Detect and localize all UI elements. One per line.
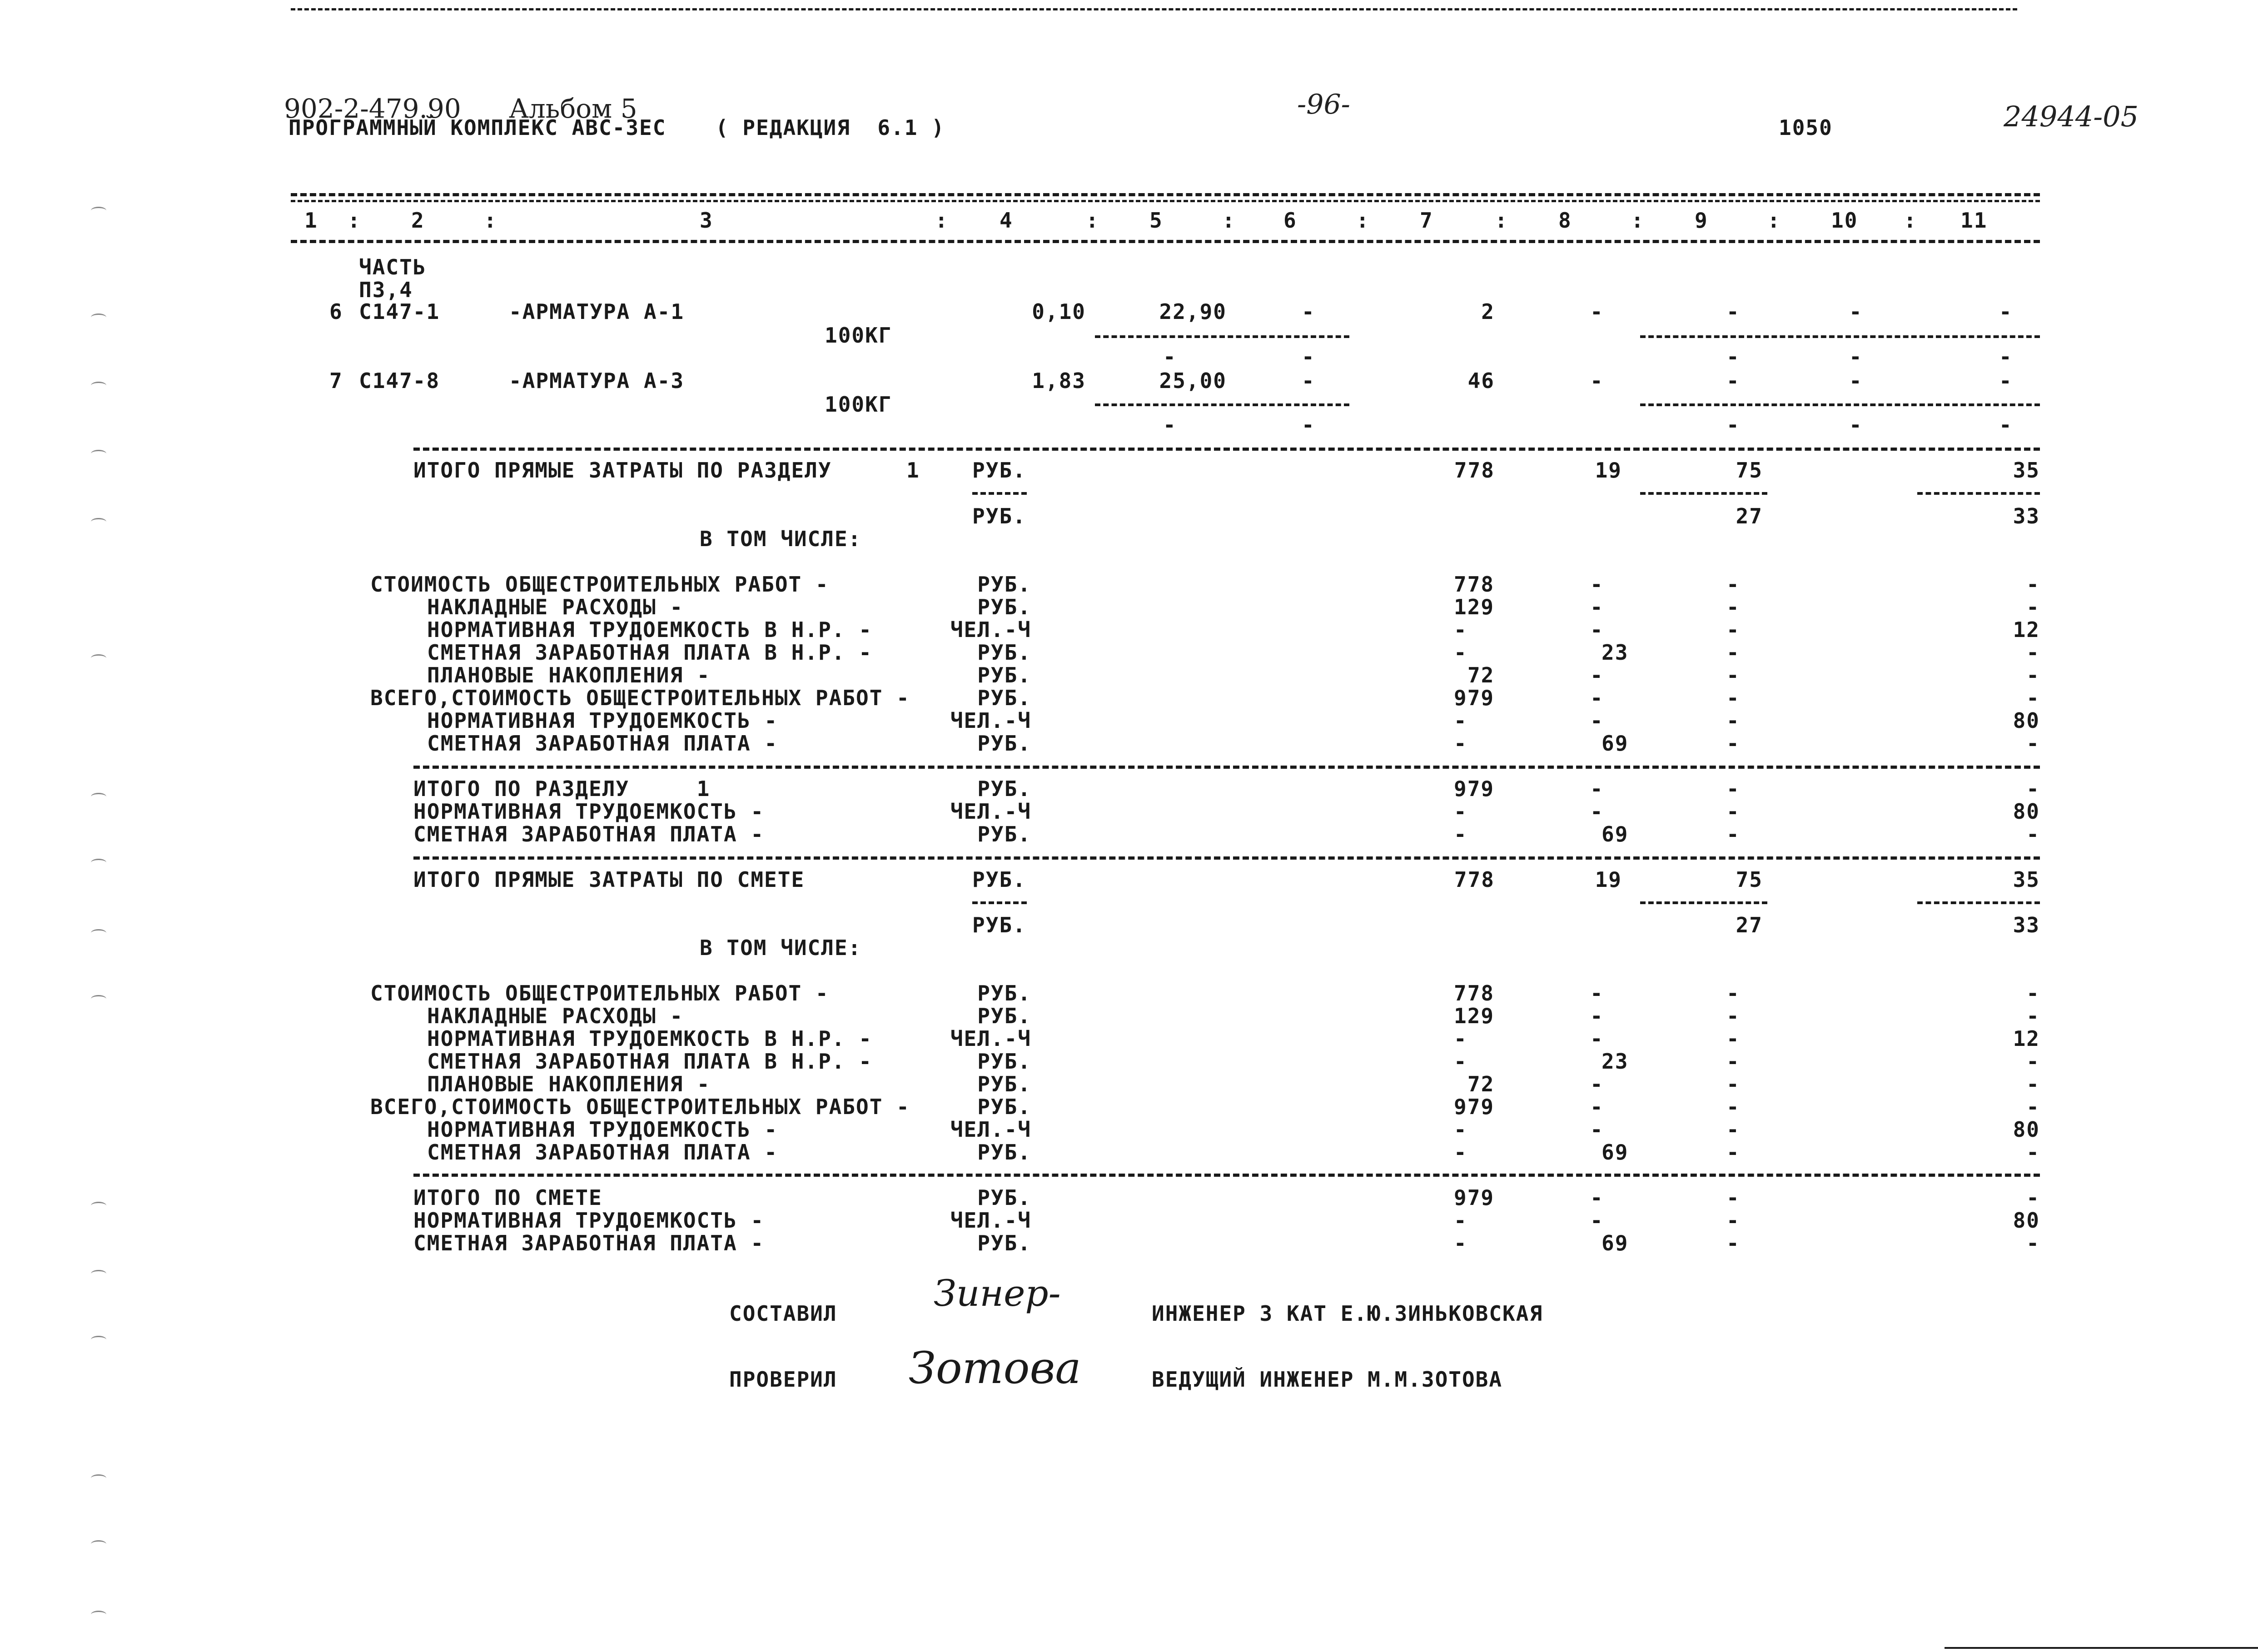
section-rule (413, 766, 2040, 769)
binder-mark (91, 207, 106, 214)
subtotal-dash (1917, 901, 2040, 904)
breakdown-label: НОРМАТИВНАЯ ТРУДОЕМКОСТЬ - (427, 1117, 778, 1142)
col-header: 1 (304, 208, 318, 233)
breakdown-c7: - (1454, 1026, 1467, 1051)
breakdown-label: ВСЕГО,СТОИМОСТЬ ОБЩЕСТРОИТЕЛЬНЫХ РАБОТ - (370, 1095, 910, 1119)
summary-c7: - (1454, 799, 1467, 824)
header-top-rule (291, 193, 2040, 196)
summary-c9: - (1726, 799, 1740, 824)
breakdown-label: СМЕТНАЯ ЗАРАБОТНАЯ ПЛАТА В Н.Р. - (427, 1049, 872, 1074)
summary-label: ИТОГО ПО РАЗДЕЛУ 1 (413, 776, 711, 801)
col-header: 8 (1558, 208, 1572, 233)
item-c8: - (1590, 299, 1604, 324)
breakdown-c9: - (1726, 1117, 1740, 1142)
item-c7: 2 (1481, 299, 1495, 324)
total-c7: 778 (1454, 867, 1495, 892)
summary-unit: ЧЕЛ.-Ч (950, 799, 1031, 824)
breakdown-unit: ЧЕЛ.-Ч (950, 1026, 1031, 1051)
col-header: 5 (1149, 208, 1163, 233)
summary-unit: ЧЕЛ.-Ч (950, 1208, 1031, 1233)
summary-unit: РУБ. (977, 1231, 1031, 1255)
summary-c11: 80 (2013, 1208, 2040, 1233)
breakdown-c7: 979 (1454, 686, 1495, 710)
breakdown-c7: 129 (1454, 595, 1495, 619)
breakdown-label: СМЕТНАЯ ЗАРАБОТНАЯ ПЛАТА - (427, 1140, 778, 1164)
dash-mark: - (1163, 413, 1177, 437)
breakdown-c7: 72 (1467, 1072, 1495, 1096)
sheet-code: 1050 (1779, 115, 1833, 140)
total-c9: 75 (1736, 458, 1763, 483)
checked-signature: Зотова (909, 1343, 1081, 1393)
summary-c8: - (1590, 1185, 1604, 1210)
summary-c7: 979 (1454, 776, 1495, 801)
binder-mark (91, 450, 106, 458)
item-c11: - (1999, 368, 2013, 393)
summary-c8: 69 (1601, 1231, 1629, 1255)
dash-mark: - (1999, 413, 2013, 437)
breakdown-c9: - (1726, 731, 1740, 756)
total-c11b: 33 (2013, 913, 2040, 937)
item-c9: - (1726, 368, 1740, 393)
total-c8: 19 (1595, 458, 1622, 483)
part-code: ПЗ,4 (359, 278, 413, 302)
breakdown-unit: РУБ. (977, 686, 1031, 710)
summary-c7: - (1454, 1208, 1467, 1233)
item-code: С147-8 (359, 368, 440, 393)
item-number: 7 (329, 368, 343, 393)
item-price: 22,90 (1159, 299, 1227, 324)
summary-c9: - (1726, 1185, 1740, 1210)
breakdown-c11: - (2026, 595, 2040, 619)
summary-c11: - (2026, 1231, 2040, 1255)
breakdown-c8: 23 (1601, 1049, 1629, 1074)
binder-mark (91, 859, 106, 866)
breakdown-c9: - (1726, 1026, 1740, 1051)
section-rule (413, 856, 2040, 860)
item-c10: - (1849, 368, 1863, 393)
breakdown-c8: - (1590, 1117, 1604, 1142)
breakdown-c7: 778 (1454, 981, 1495, 1005)
breakdown-c11: - (2026, 731, 2040, 756)
total-label: ИТОГО ПРЯМЫЕ ЗАТРАТЫ ПО СМЕТЕ (413, 867, 805, 892)
breakdown-c11: - (2026, 1004, 2040, 1028)
breakdown-c11: 12 (2013, 617, 2040, 642)
col-sep: : (935, 208, 949, 233)
breakdown-c11: 80 (2013, 1117, 2040, 1142)
binder-mark (91, 929, 106, 937)
bottom-scan-rule (1945, 1647, 2258, 1649)
breakdown-c8: - (1590, 595, 1604, 619)
item-c10: - (1849, 299, 1863, 324)
breakdown-unit: РУБ. (977, 731, 1031, 756)
breakdown-unit: РУБ. (977, 1095, 1031, 1119)
col-sep: : (1767, 208, 1781, 233)
total-unit: РУБ. (972, 458, 1026, 483)
breakdown-c7: - (1454, 1140, 1467, 1164)
summary-unit: РУБ. (977, 776, 1031, 801)
summary-c8: 69 (1601, 822, 1629, 846)
col-header: 2 (411, 208, 425, 233)
summary-c7: - (1454, 1231, 1467, 1255)
header-top-rule-2 (291, 200, 2040, 202)
subtotal-dash (1917, 492, 2040, 495)
total-unit-2: РУБ. (972, 504, 1026, 528)
breakdown-c11: 12 (2013, 1026, 2040, 1051)
breakdown-c8: 69 (1601, 1140, 1629, 1164)
subtotal-dash (1095, 403, 1349, 406)
breakdown-c8: - (1590, 1072, 1604, 1096)
breakdown-unit: РУБ. (977, 640, 1031, 665)
total-c11: 35 (2013, 867, 2040, 892)
col-header: 10 (1831, 208, 1858, 233)
breakdown-label: НОРМАТИВНАЯ ТРУДОЕМКОСТЬ В Н.Р. - (427, 617, 872, 642)
summary-c8: - (1590, 799, 1604, 824)
breakdown-c7: 129 (1454, 1004, 1495, 1028)
item-name: -АРМАТУРА А-3 (509, 368, 685, 393)
total-c11b: 33 (2013, 504, 2040, 528)
item-c11: - (1999, 299, 2013, 324)
summary-c11: - (2026, 776, 2040, 801)
breakdown-unit: РУБ. (977, 595, 1031, 619)
total-unit-2: РУБ. (972, 913, 1026, 937)
composed-label: СОСТАВИЛ (729, 1301, 837, 1326)
section-number: 1 (906, 458, 920, 483)
col-sep: : (1631, 208, 1645, 233)
binder-mark (91, 654, 106, 662)
including-label: В ТОМ ЧИСЛЕ: (700, 527, 862, 551)
breakdown-unit: ЧЕЛ.-Ч (950, 708, 1031, 733)
section-rule (413, 448, 2040, 451)
summary-c7: - (1454, 822, 1467, 846)
composed-signature: Зинер- (934, 1272, 1061, 1314)
binder-mark (91, 793, 106, 801)
breakdown-c8: - (1590, 663, 1604, 687)
binder-mark (91, 1336, 106, 1343)
item-c7: 46 (1467, 368, 1495, 393)
breakdown-c9: - (1726, 595, 1740, 619)
breakdown-c8: - (1590, 1004, 1604, 1028)
summary-c9: - (1726, 1231, 1740, 1255)
breakdown-unit: РУБ. (977, 572, 1031, 597)
album-label: Альбом 5 (509, 93, 637, 124)
checked-name: ВЕДУЩИЙ ИНЖЕНЕР М.М.ЗОТОВА (1152, 1367, 1503, 1392)
breakdown-c9: - (1726, 708, 1740, 733)
col-header: 6 (1283, 208, 1297, 233)
breakdown-unit: РУБ. (977, 981, 1031, 1005)
breakdown-c7: 72 (1467, 663, 1495, 687)
total-c11: 35 (2013, 458, 2040, 483)
item-price: 25,00 (1159, 368, 1227, 393)
col-sep: : (1356, 208, 1370, 233)
breakdown-label: ВСЕГО,СТОИМОСТЬ ОБЩЕСТРОИТЕЛЬНЫХ РАБОТ - (370, 686, 910, 710)
project-code: 902-2-479.90 (284, 93, 461, 124)
col-sep: : (1495, 208, 1508, 233)
breakdown-c11: - (2026, 572, 2040, 597)
breakdown-c9: - (1726, 640, 1740, 665)
dash-mark: - (1302, 413, 1315, 437)
summary-unit: РУБ. (977, 822, 1031, 846)
breakdown-c9: - (1726, 1004, 1740, 1028)
section-rule (413, 1174, 2040, 1177)
edition-label: ( РЕДАКЦИЯ 6.1 ) (716, 115, 945, 140)
breakdown-label: СТОИМОСТЬ ОБЩЕСТРОИТЕЛЬНЫХ РАБОТ - (370, 981, 829, 1005)
subtotal-dash (1640, 492, 1767, 495)
summary-c7: 979 (1454, 1185, 1495, 1210)
col-sep: : (1222, 208, 1236, 233)
breakdown-c7: 979 (1454, 1095, 1495, 1119)
breakdown-c8: 69 (1601, 731, 1629, 756)
col-header: 9 (1695, 208, 1708, 233)
total-label: ИТОГО ПРЯМЫЕ ЗАТРАТЫ ПО РАЗДЕЛУ (413, 458, 832, 483)
breakdown-c9: - (1726, 1095, 1740, 1119)
summary-c11: 80 (2013, 799, 2040, 824)
item-c6: - (1302, 299, 1315, 324)
summary-label: НОРМАТИВНАЯ ТРУДОЕМКОСТЬ - (413, 799, 765, 824)
including-label: В ТОМ ЧИСЛЕ: (700, 935, 862, 960)
total-c9b: 27 (1736, 913, 1763, 937)
subtotal-dash (1640, 901, 1767, 904)
binder-mark (91, 1611, 106, 1618)
binder-mark (91, 313, 106, 321)
binder-mark (91, 1540, 106, 1548)
breakdown-c9: - (1726, 1140, 1740, 1164)
breakdown-c11: - (2026, 640, 2040, 665)
breakdown-c7: - (1454, 1117, 1467, 1142)
breakdown-unit: РУБ. (977, 1072, 1031, 1096)
col-header: 3 (700, 208, 713, 233)
col-sep: : (1086, 208, 1099, 233)
breakdown-c11: - (2026, 1049, 2040, 1074)
breakdown-c9: - (1726, 1072, 1740, 1096)
breakdown-label: СТОИМОСТЬ ОБЩЕСТРОИТЕЛЬНЫХ РАБОТ - (370, 572, 829, 597)
breakdown-c7: - (1454, 640, 1467, 665)
summary-c9: - (1726, 776, 1740, 801)
item-name: -АРМАТУРА А-1 (509, 299, 685, 324)
breakdown-label: НАКЛАДНЫЕ РАСХОДЫ - (427, 1004, 684, 1028)
summary-label: СМЕТНАЯ ЗАРАБОТНАЯ ПЛАТА - (413, 822, 765, 846)
breakdown-c9: - (1726, 981, 1740, 1005)
composed-name: ИНЖЕНЕР 3 КАТ Е.Ю.ЗИНЬКОВСКАЯ (1152, 1301, 1543, 1326)
breakdown-c11: 80 (2013, 708, 2040, 733)
dash-mark: - (1302, 344, 1315, 369)
breakdown-c7: 778 (1454, 572, 1495, 597)
breakdown-c8: - (1590, 572, 1604, 597)
breakdown-c8: - (1590, 708, 1604, 733)
breakdown-unit: ЧЕЛ.-Ч (950, 617, 1031, 642)
subtotal-dash (972, 901, 1027, 904)
breakdown-c9: - (1726, 663, 1740, 687)
breakdown-c7: - (1454, 617, 1467, 642)
part-label: ЧАСТЬ (359, 255, 427, 279)
summary-label: СМЕТНАЯ ЗАРАБОТНАЯ ПЛАТА - (413, 1231, 765, 1255)
item-c6: - (1302, 368, 1315, 393)
breakdown-c8: - (1590, 1026, 1604, 1051)
summary-label: НОРМАТИВНАЯ ТРУДОЕМКОСТЬ - (413, 1208, 765, 1233)
col-header: 4 (1000, 208, 1013, 233)
breakdown-c7: - (1454, 708, 1467, 733)
breakdown-label: СМЕТНАЯ ЗАРАБОТНАЯ ПЛАТА В Н.Р. - (427, 640, 872, 665)
subtotal-dash (1640, 335, 2040, 338)
binder-mark (91, 382, 106, 389)
summary-c8: - (1590, 1208, 1604, 1233)
breakdown-c7: - (1454, 1049, 1467, 1074)
breakdown-c8: - (1590, 617, 1604, 642)
item-number: 6 (329, 299, 343, 324)
top-scan-rule (291, 8, 2017, 10)
summary-c11: - (2026, 822, 2040, 846)
summary-label: ИТОГО ПО СМЕТЕ (413, 1185, 602, 1210)
binder-mark (91, 518, 106, 526)
binder-mark (91, 1202, 106, 1209)
breakdown-c11: - (2026, 686, 2040, 710)
breakdown-c11: - (2026, 981, 2040, 1005)
col-header: 7 (1420, 208, 1433, 233)
total-c7: 778 (1454, 458, 1495, 483)
breakdown-unit: РУБ. (977, 1049, 1031, 1074)
subtotal-dash (1095, 335, 1349, 338)
breakdown-c9: - (1726, 686, 1740, 710)
total-unit: РУБ. (972, 867, 1026, 892)
col-sep: : (1904, 208, 1917, 233)
header-bottom-rule (291, 240, 2040, 243)
breakdown-c9: - (1726, 1049, 1740, 1074)
binder-mark (91, 995, 106, 1003)
checked-label: ПРОВЕРИЛ (729, 1367, 837, 1392)
col-sep: : (484, 208, 497, 233)
breakdown-c8: 23 (1601, 640, 1629, 665)
breakdown-unit: РУБ. (977, 663, 1031, 687)
breakdown-label: ПЛАНОВЫЕ НАКОПЛЕНИЯ - (427, 1072, 711, 1096)
breakdown-c11: - (2026, 1095, 2040, 1119)
item-c8: - (1590, 368, 1604, 393)
binder-mark (91, 1270, 106, 1278)
breakdown-c9: - (1726, 572, 1740, 597)
item-code: С147-1 (359, 299, 440, 324)
breakdown-c8: - (1590, 686, 1604, 710)
binder-mark (91, 1474, 106, 1482)
summary-c9: - (1726, 1208, 1740, 1233)
total-c9b: 27 (1736, 504, 1763, 528)
item-unit: 100КГ (825, 392, 892, 417)
breakdown-label: НОРМАТИВНАЯ ТРУДОЕМКОСТЬ - (427, 708, 778, 733)
program-name: ПРОГРАММНЫЙ КОМПЛЕКС АВС-ЗЕС (288, 115, 666, 140)
breakdown-unit: РУБ. (977, 1140, 1031, 1164)
summary-c11: - (2026, 1185, 2040, 1210)
col-sep: : (348, 208, 361, 233)
breakdown-c9: - (1726, 617, 1740, 642)
subtotal-dash (972, 492, 1027, 495)
item-unit: 100КГ (825, 323, 892, 348)
dash-mark: - (1726, 413, 1740, 437)
item-qty: 0,10 (1032, 299, 1086, 324)
breakdown-c11: - (2026, 663, 2040, 687)
breakdown-c7: - (1454, 731, 1467, 756)
summary-c8: - (1590, 776, 1604, 801)
page-number: -96- (1297, 89, 1350, 120)
breakdown-label: НОРМАТИВНАЯ ТРУДОЕМКОСТЬ В Н.Р. - (427, 1026, 872, 1051)
dash-mark: - (1999, 344, 2013, 369)
doc-code: 24944-05 (2004, 100, 2139, 133)
breakdown-c11: - (2026, 1140, 2040, 1164)
subtotal-dash (1640, 403, 2040, 406)
breakdown-unit: РУБ. (977, 1004, 1031, 1028)
dash-mark: - (1163, 344, 1177, 369)
breakdown-c8: - (1590, 1095, 1604, 1119)
breakdown-label: СМЕТНАЯ ЗАРАБОТНАЯ ПЛАТА - (427, 731, 778, 756)
dash-mark: - (1849, 413, 1863, 437)
breakdown-label: ПЛАНОВЫЕ НАКОПЛЕНИЯ - (427, 663, 711, 687)
breakdown-unit: ЧЕЛ.-Ч (950, 1117, 1031, 1142)
item-qty: 1,83 (1032, 368, 1086, 393)
col-header: 11 (1960, 208, 1988, 233)
summary-c9: - (1726, 822, 1740, 846)
dash-mark: - (1849, 344, 1863, 369)
breakdown-label: НАКЛАДНЫЕ РАСХОДЫ - (427, 595, 684, 619)
total-c9: 75 (1736, 867, 1763, 892)
breakdown-c11: - (2026, 1072, 2040, 1096)
dash-mark: - (1726, 344, 1740, 369)
breakdown-c8: - (1590, 981, 1604, 1005)
total-c8: 19 (1595, 867, 1622, 892)
item-c9: - (1726, 299, 1740, 324)
summary-unit: РУБ. (977, 1185, 1031, 1210)
